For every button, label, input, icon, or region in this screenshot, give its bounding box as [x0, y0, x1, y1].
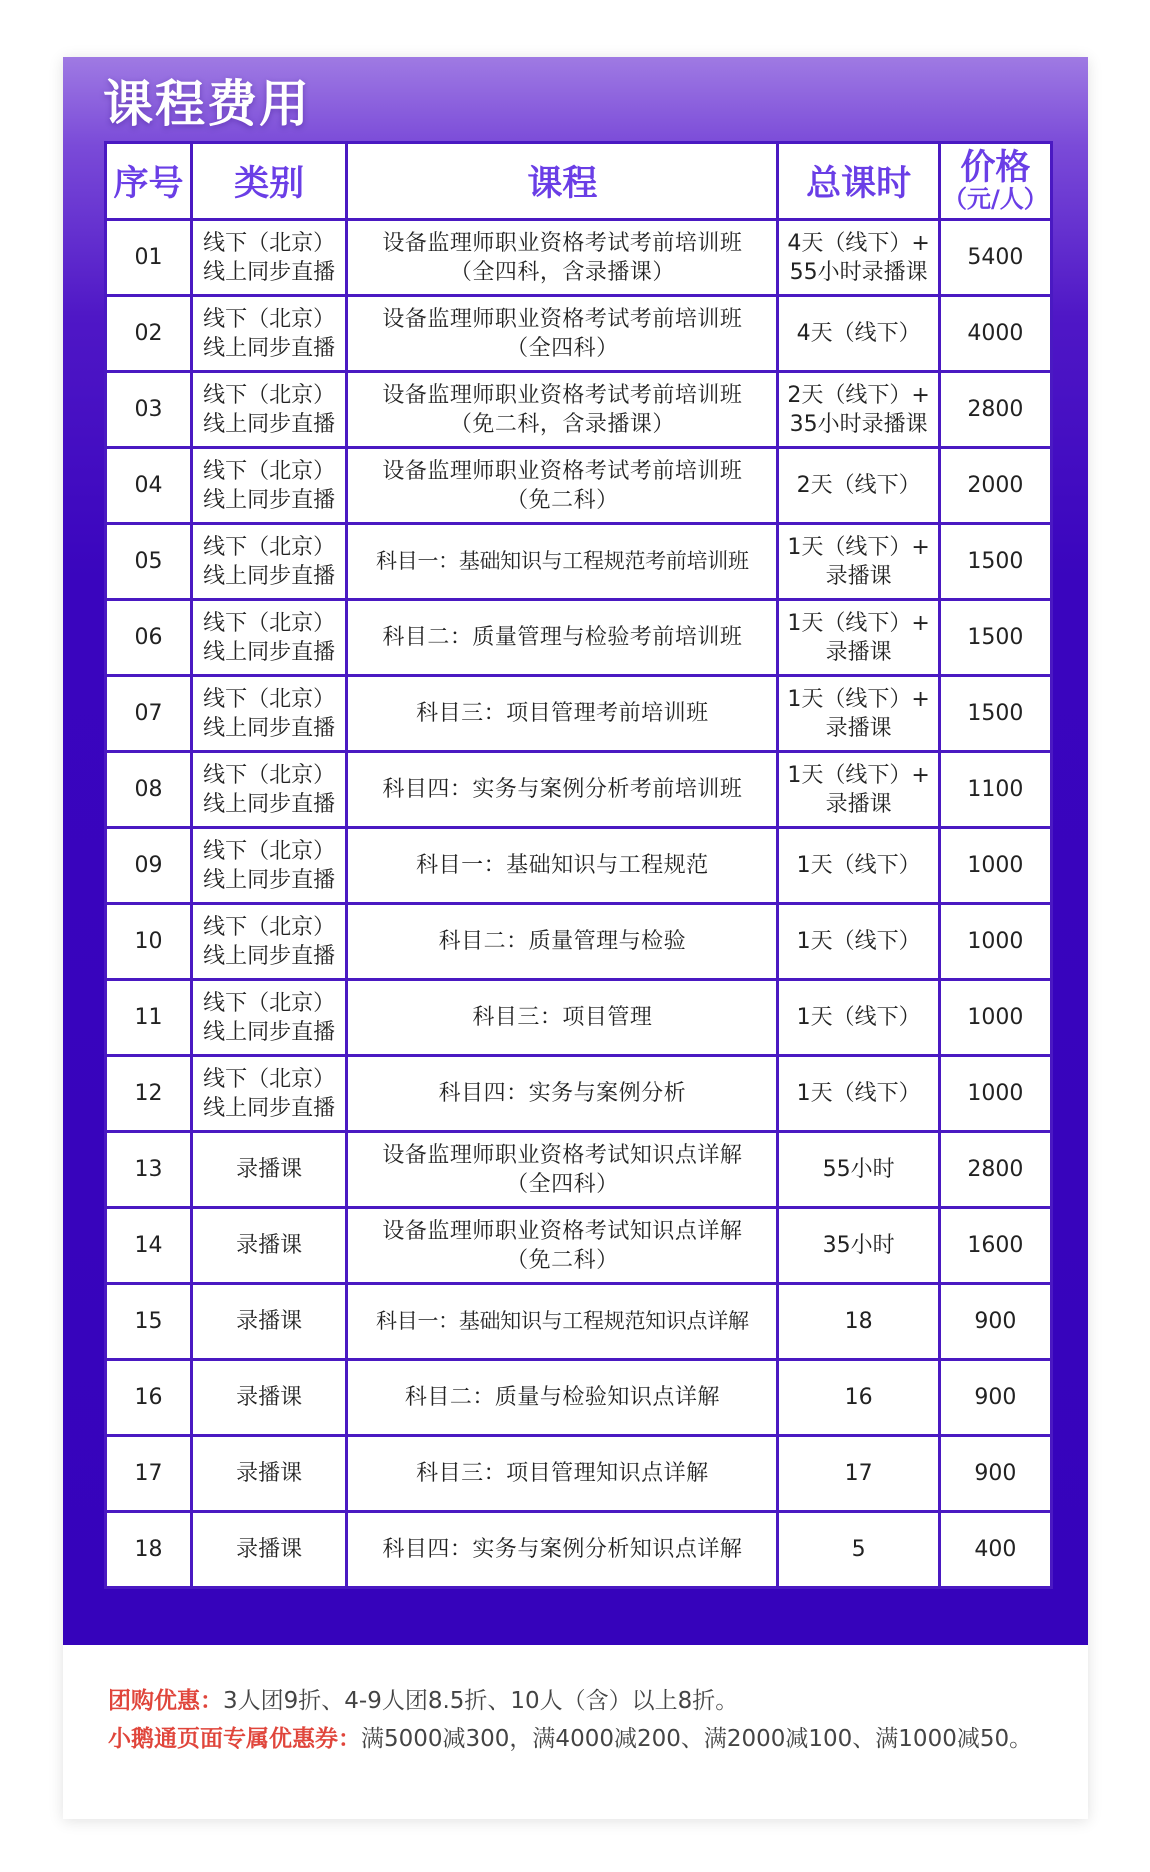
cell-hours: 55小时 [778, 1132, 939, 1208]
table-row [106, 828, 1052, 904]
cell-price: 1000 [939, 828, 1051, 904]
table-row [106, 676, 1052, 752]
cell-category: 线下（北京） 线上同步直播 [192, 1056, 347, 1132]
header-hours: 总课时 [778, 143, 939, 220]
table-row [106, 752, 1052, 828]
cell-course: 科目二：质量管理与检验考前培训班 [347, 600, 778, 676]
cell-course: 科目二：质量与检验知识点详解 [347, 1360, 778, 1436]
cell-course: 科目一：基础知识与工程规范知识点详解 [347, 1284, 778, 1360]
table-row [106, 1284, 1052, 1360]
cell-index: 14 [106, 1208, 192, 1284]
cell-hours: 2天（线下） [778, 448, 939, 524]
cell-index: 17 [106, 1436, 192, 1512]
discount-footer [108, 1682, 1058, 1758]
cell-category: 线下（北京） 线上同步直播 [192, 980, 347, 1056]
cell-price: 2800 [939, 372, 1051, 448]
table-row [106, 1132, 1052, 1208]
cell-category: 线下（北京） 线上同步直播 [192, 448, 347, 524]
group-discount-line [108, 1682, 1058, 1720]
cell-category: 线下（北京） 线上同步直播 [192, 676, 347, 752]
table-row [106, 448, 1052, 524]
cell-category: 线下（北京） 线上同步直播 [192, 828, 347, 904]
cell-hours: 1天（线下）+ 录播课 [778, 524, 939, 600]
cell-course: 科目三：项目管理考前培训班 [347, 676, 778, 752]
cell-hours: 1天（线下）+ 录播课 [778, 752, 939, 828]
cell-index: 09 [106, 828, 192, 904]
fee-table [104, 141, 1053, 1589]
cell-index: 13 [106, 1132, 192, 1208]
cell-price: 400 [939, 1512, 1051, 1588]
cell-price: 2800 [939, 1132, 1051, 1208]
cell-price: 900 [939, 1284, 1051, 1360]
cell-index: 07 [106, 676, 192, 752]
cell-course: 科目一：基础知识与工程规范 [347, 828, 778, 904]
cell-hours: 5 [778, 1512, 939, 1588]
cell-index: 10 [106, 904, 192, 980]
cell-hours: 1天（线下）+ 录播课 [778, 600, 939, 676]
cell-price: 4000 [939, 296, 1051, 372]
fee-panel [63, 57, 1088, 1645]
cell-price: 5400 [939, 220, 1051, 296]
table-row [106, 296, 1052, 372]
cell-hours: 35小时 [778, 1208, 939, 1284]
cell-course: 设备监理师职业资格考试考前培训班 （全四科，含录播课） [347, 220, 778, 296]
table-row [106, 600, 1052, 676]
cell-index: 02 [106, 296, 192, 372]
cell-index: 16 [106, 1360, 192, 1436]
cell-index: 18 [106, 1512, 192, 1588]
table-row [106, 372, 1052, 448]
cell-hours: 4天（线下）+ 55小时录播课 [778, 220, 939, 296]
cell-price: 1500 [939, 676, 1051, 752]
cell-course: 设备监理师职业资格考试考前培训班 （免二科） [347, 448, 778, 524]
cell-category: 线下（北京） 线上同步直播 [192, 296, 347, 372]
cell-course: 设备监理师职业资格考试知识点详解 （免二科） [347, 1208, 778, 1284]
cell-hours: 2天（线下）+ 35小时录播课 [778, 372, 939, 448]
group-discount-text: 3人团9折、4-9人团8.5折、10人（含）以上8折。 [223, 1688, 739, 1714]
cell-hours: 16 [778, 1360, 939, 1436]
cell-category: 录播课 [192, 1512, 347, 1588]
table-row [106, 904, 1052, 980]
cell-category: 线下（北京） 线上同步直播 [192, 600, 347, 676]
cell-category: 录播课 [192, 1208, 347, 1284]
cell-price: 1000 [939, 980, 1051, 1056]
fee-table-body [106, 220, 1052, 1588]
cell-course: 科目一：基础知识与工程规范考前培训班 [347, 524, 778, 600]
cell-course: 科目四：实务与案例分析知识点详解 [347, 1512, 778, 1588]
cell-course: 设备监理师职业资格考试知识点详解 （全四科） [347, 1132, 778, 1208]
header-index: 序号 [106, 143, 192, 220]
header-price-unit: （元/人） [942, 185, 1048, 213]
cell-price: 1500 [939, 600, 1051, 676]
table-header-row [106, 143, 1052, 220]
table-row [106, 980, 1052, 1056]
cell-hours: 17 [778, 1436, 939, 1512]
cell-category: 录播课 [192, 1360, 347, 1436]
cell-course: 科目三：项目管理 [347, 980, 778, 1056]
cell-index: 01 [106, 220, 192, 296]
cell-course: 设备监理师职业资格考试考前培训班 （免二科，含录播课） [347, 372, 778, 448]
header-category: 类别 [192, 143, 347, 220]
cell-hours: 1天（线下） [778, 1056, 939, 1132]
cell-hours: 1天（线下） [778, 904, 939, 980]
cell-price: 1100 [939, 752, 1051, 828]
cell-hours: 4天（线下） [778, 296, 939, 372]
cell-course: 科目二：质量管理与检验 [347, 904, 778, 980]
cell-price: 900 [939, 1360, 1051, 1436]
cell-course: 设备监理师职业资格考试考前培训班 （全四科） [347, 296, 778, 372]
cell-index: 06 [106, 600, 192, 676]
cell-category: 线下（北京） 线上同步直播 [192, 752, 347, 828]
fee-card [63, 57, 1088, 1819]
cell-category: 线下（北京） 线上同步直播 [192, 904, 347, 980]
table-row [106, 1436, 1052, 1512]
cell-category: 线下（北京） 线上同步直播 [192, 524, 347, 600]
cell-price: 1000 [939, 904, 1051, 980]
cell-category: 录播课 [192, 1284, 347, 1360]
header-price [939, 143, 1051, 220]
cell-price: 1600 [939, 1208, 1051, 1284]
cell-hours: 1天（线下）+ 录播课 [778, 676, 939, 752]
table-row [106, 1512, 1052, 1588]
cell-price: 2000 [939, 448, 1051, 524]
cell-category: 录播课 [192, 1132, 347, 1208]
cell-index: 04 [106, 448, 192, 524]
table-row [106, 220, 1052, 296]
cell-index: 15 [106, 1284, 192, 1360]
table-row [106, 524, 1052, 600]
cell-course: 科目四：实务与案例分析 [347, 1056, 778, 1132]
cell-index: 05 [106, 524, 192, 600]
cell-hours: 1天（线下） [778, 828, 939, 904]
cell-course: 科目三：项目管理知识点详解 [347, 1436, 778, 1512]
coupon-text: 满5000减300，满4000减200、满2000减100、满1000减50。 [361, 1726, 1033, 1752]
group-discount-label: 团购优惠： [108, 1688, 223, 1714]
table-row [106, 1056, 1052, 1132]
cell-category: 录播课 [192, 1436, 347, 1512]
cell-category: 线下（北京） 线上同步直播 [192, 372, 347, 448]
header-course: 课程 [347, 143, 778, 220]
coupon-label: 小鹅通页面专属优惠券： [108, 1726, 361, 1752]
header-price-label: 价格 [960, 148, 1031, 188]
table-row [106, 1360, 1052, 1436]
table-row [106, 1208, 1052, 1284]
cell-course: 科目四：实务与案例分析考前培训班 [347, 752, 778, 828]
cell-category: 线下（北京） 线上同步直播 [192, 220, 347, 296]
cell-hours: 18 [778, 1284, 939, 1360]
cell-index: 12 [106, 1056, 192, 1132]
cell-price: 900 [939, 1436, 1051, 1512]
cell-index: 11 [106, 980, 192, 1056]
cell-index: 08 [106, 752, 192, 828]
cell-price: 1500 [939, 524, 1051, 600]
coupon-line [108, 1720, 1058, 1758]
page-title: 课程费用 [103, 75, 311, 133]
cell-index: 03 [106, 372, 192, 448]
cell-hours: 1天（线下） [778, 980, 939, 1056]
cell-price: 1000 [939, 1056, 1051, 1132]
